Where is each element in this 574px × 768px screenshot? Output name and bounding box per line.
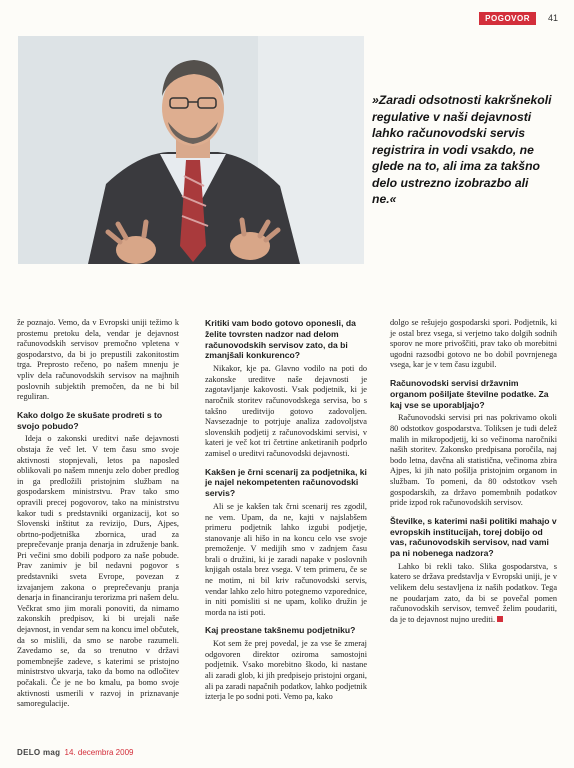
page-footer <box>17 748 133 757</box>
article-column-2 <box>205 318 367 703</box>
paragraph: dolgo se rešujejo gospodarski spori. Podjetnik, ki je ostal brez vsega, si verjetno tako dolgih sodnih sporov ne more privoščiti, prav tako ob morebitni ugodni razsodbi gotovo ne bo dobil povrnjenega vsega, kar je v tem času izgubil. <box>390 318 557 370</box>
section-tag: POGOVOR <box>479 12 536 25</box>
pull-quote: »Zaradi odsotnosti kakršnekoli regulative v naši dejavnosti lahko računovodski servis registrira in vodi vsakdo, ne glede na to, ali ima za takšno delo ustrezno izobrazbo ali ne.« <box>372 93 552 206</box>
interview-question: Številke, s katerimi naši politiki mahajo v evropskih institucijah, torej dobijo od vas, računovodskih servisov, nad vami pa ni nobenega nadzora? <box>390 515 557 559</box>
paragraph: Ideja o zakonski ureditvi naše dejavnosti obstaja že več let. V tem času smo svoje aktivnosti stopnjevali, letos pa naposled oblikovali po našem mnenju zelo dober predlog in ga predložili pristojnim službam na gospodarskem ministrstvu. Prav tako smo opravili precej pogovorov, tako na ministrstvu kakor tudi s predstavniki organizacij, kot so Slovenski inštitut za revizijo, Durs, Ajpes, obrtno-podjetniška zbornica, urad za preprečevanje pranja denarja in združenje bank. Pri večini smo dobili podporo za naše pobude. Prav zanimiv je bil nedavni pogovor s predstavniki sveta Evrope, povezan z izvajanjem zakona o preprečevanju pranja denarja in financiranju terorizma pri našem delu. Večkrat smo jim morali ponoviti, da nimamo zakonskih predpisov, ki bi urejali naše dejavnost, in vendar sem na koncu imel občutek, da so mislili, da smo se narobe razumeli. Zavedamo se, da so trenutno v državi pomembnejše zadeve, s katerimi se pristojno ministrstvo ukvarja, tako da bomo na odločitev počakali. Če je ne bo kmalu, pa bomo svoje aktivnosti usmerili v razvoj in priznavanje samoregulacije. <box>17 434 179 709</box>
issue-date: 14. decembra 2009 <box>64 748 134 757</box>
magazine-name: DELO mag <box>17 748 61 757</box>
interview-photo <box>18 36 364 264</box>
article-column-1 <box>17 318 179 710</box>
interview-question: Računovodski servisi državnim organom pošiljate številne podatke. Za kaj vse se uporabljajo? <box>390 377 549 410</box>
interview-question: Kaj preostane takšnemu podjetniku? <box>205 625 356 636</box>
interview-question: Kakšen je črni scenarij za podjetnika, ki je najel nekompetenten računovodski servis? <box>205 466 367 499</box>
interview-question: Kako dolgo že skušate prodreti s to svojo pobudo? <box>17 409 163 431</box>
end-of-article-icon <box>497 616 503 622</box>
interview-question: Kritiki vam bodo gotovo oponesli, da želite tovrsten nadzor nad delom računovodskih servisov zato, da bi zmanjšali konkurenco? <box>205 318 356 361</box>
paragraph-final <box>390 562 557 626</box>
paragraph: Kot sem že prej povedal, je za vse še zmeraj odgovoren direktor oziroma samostojni podjetnik. Vsako morebitno škodo, ki nastane ali zaradi glob, ki jih predpisejo pristojni organi, ali pa zaradi napačnih podatkov, lahko podjetnik izterja le po sodni poti. Vemo pa, kako <box>205 639 367 702</box>
paragraph: že poznajo. Vemo, da v Evropski uniji težimo k prostemu pretoku dela, vendar je dejavnost računovodskih servisov premočno vpletena v gospodarstvo, da bi jo prepustili zakonitostim trga. Preprosto rečeno, po našem mnenju je vpliv dela računovodskih servisov na majhnih poslovnih subjektih premočen, da ne bi bil reguliran. <box>17 318 179 402</box>
paragraph: Nikakor, kje pa. Glavno vodilo na poti do zakonske ureditve naše dejavnosti je zagotavljanje kakovosti. Vsak podjetnik, ki je naročnik storitev računovodskega servisa, bo s takšno ureditvijo gotovo zadovoljen. Navsezadnje to potrjuje analiza zadovoljstva slovenskih podjetij z računovodskimi servisi, v kateri je več kot tri četrtine anketiranih podprlo zamisel o ureditvi računovodski dejavnosti. <box>205 364 367 458</box>
paragraph: Ali se je kakšen tak črni scenarij res zgodil, ne vem. Upam, da ne, kajti v najslabšem primeru podjetnik lahko izgubi podjetje, stanovanje ali hišo in na koncu celo vse svoje premoženje. V medijih smo v zadnjem času brali o družini, ki je zaradi napake v poslovnih knjigah ostala brez vsega. V tem primeru, če se ne motim, ni bil kriv računovodski servis, vendar lahko zelo hitro potegnemo vzporednice, in niti pomisliti si ne upam, koliko družin je morda na isti poti. <box>205 501 367 617</box>
paragraph-text: Lahko bi rekli tako. Slika gospodarstva, s katero se država predstavlja v Evropski uniji, je v velikem delu sestavljena iz naših podatkov. Tega ne poudarjam zato, da bi se povečal pomen računovodskih servisov, temveč želim poudariti, da je to dejavnost nujno urediti. <box>390 561 557 624</box>
paragraph: Računovodski servisi pri nas pokrivamo okoli 80 odstotkov gospodarstva. Toliksen je tudi delež malih in mikropodjetij, ki so večinoma naročniki naših storitev. Zakonsko predpisana poročila, naj bodo letna, davčna ali statistična, večinoma zbira Ajpes, ki jih nato pošilja pristojnim organom in službam. To pomeni, da 80 odstotkov vseh gospodarskih, za državo pomembnih podatkov pride izpod rok računovodskih servisov. <box>390 413 557 508</box>
article-column-3 <box>390 318 557 625</box>
page-number: 41 <box>547 13 558 23</box>
